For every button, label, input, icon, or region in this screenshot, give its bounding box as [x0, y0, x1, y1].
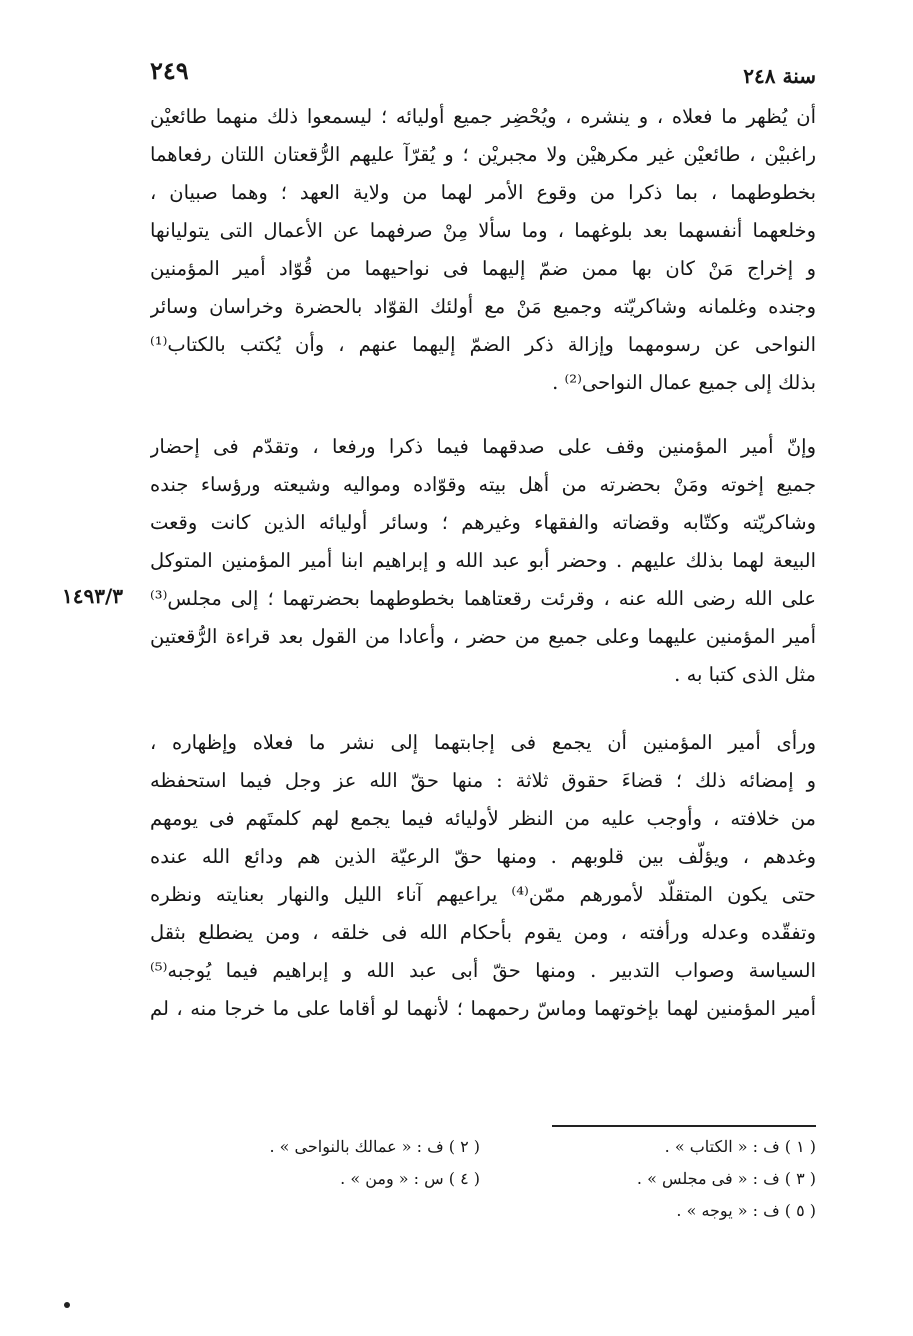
main-text [150, 98, 816, 1028]
text-line: راغبيْن ، طائعيْن غير مكرهيْن ولا مجبريْن ؛ و يُقرّآ عليهم الرُّقعتان اللتان رفعاهما [150, 143, 816, 166]
page-header [150, 56, 816, 96]
text-line: وشاكريّته وكتّابه وقضاته والفقهاء وغيرهم ؛ وسائر أوليائه الذين كانت وقعت [150, 511, 816, 534]
text-line: وغدهم ، ويؤلّف بين قلوبهم . ومنها حقّ الرعيّة الذين هم ودائع الله عنده [150, 845, 816, 868]
text-line: وخلعهما أنفسهما بعد بلوغهما ، وما سألا مِنْ صرفهما عن الأعمال التى يتوليانها [150, 219, 816, 242]
text-line: و إمضائه ذلك ؛ قضاءَ حقوق ثلاثة : منها حقّ الله عز وجل فيما استحفظه [150, 769, 816, 792]
text-line: جميع إخوته ومَنْ بحضرته من أهل بيته وقوّاده ومواليه وشيعته ورؤساء جنده [150, 473, 816, 496]
footnote-4: ( ٤ ) س : « ومن » . [340, 1169, 480, 1188]
paragraph-spacer [150, 402, 816, 428]
margin-reference: ١٤٩٣/٣ [62, 584, 124, 608]
text-line: أمير المؤمنين عليهما وعلى جميع من حضر ، وأعادا من القول بعد قراءة الرُّقعتين [150, 625, 816, 648]
text-line: البيعة لهما بذلك عليهم . وحضر أبو عبد الله و إبراهيم ابنا أمير المؤمنين المتوكل [150, 549, 816, 572]
footnote-2: ( ٢ ) ف : « عمالك بالنواحى » . [269, 1137, 480, 1156]
text-line: أمير المؤمنين لهما بإخوتهما وماسّ رحمهما ؛ لأنهما لو أقاما على ما خرجا منه ، لم [150, 997, 816, 1020]
text-line: وإنّ أمير المؤمنين وقف على صدقهما فيما ذكرا ورفعا ، وتقدّم فى إحضار [150, 435, 816, 458]
text-line: بذلك إلى جميع عمال النواحى⁽²⁾ . [552, 371, 816, 394]
text-line: أن يُظهر ما فعلاه ، و ينشره ، ويُحْضِر جميع أوليائه ؛ ليسمعوا ذلك منهما طائعيْن [150, 105, 816, 128]
text-line: و إخراج مَنْ كان بها ممن ضمّ إليهما فى نواحيهما من قُوّاد أمير المؤمنين [150, 257, 816, 280]
text-line: وجنده وغلمانه وشاكريّته وجميع مَنْ مع أولئك القوّاد بالحضرة وخراسان وسائر [150, 295, 816, 318]
running-head-year: سنة ٢٤٨ [743, 64, 816, 88]
footnote-divider [552, 1125, 816, 1127]
text-line: النواحى عن رسومهما وإزالة ذكر الضمّ إليهما عنهم ، وأن يُكتب بالكتاب⁽¹⁾ [150, 333, 816, 356]
ink-dot [64, 1302, 70, 1308]
footnote-1: ( ١ ) ف : « الكتاب » . [664, 1137, 816, 1156]
paragraph-spacer [150, 694, 816, 724]
paragraph-3 [150, 724, 816, 1028]
text-line: حتى يكون المتقلّد لأمورهم ممّن⁽⁴⁾ يراعيهم آناء الليل والنهار بعنايته ونظره [150, 883, 816, 906]
footnotes [150, 1134, 816, 1234]
text-line: على الله رضى الله عنه ، وقرئت رقعتاهما بخطوطهما بحضرتهما ؛ إلى مجلس⁽³⁾ [150, 587, 816, 610]
text-line: من خلافته ، وأوجب عليه من النظر لأوليائه فيما يجمع لهم كلمتَهم فى يومهم [150, 807, 816, 830]
text-line: ورأى أمير المؤمنين أن يجمع فى إجابتهما إلى نشر ما فعلاه وإظهاره ، [150, 731, 816, 754]
text-line: مثل الذى كتبا به . [674, 663, 816, 686]
text-line: السياسة وصواب التدبير . ومنها حقّ أبى عبد الله و إبراهيم فيما يُوجبه⁽⁵⁾ [150, 959, 816, 982]
page-number: ٢٤٩ [150, 56, 189, 85]
paragraph-2 [150, 428, 816, 694]
text-line: بخطوطهما ، بما ذكرا من وقوع الأمر لهما من ولاية العهد ؛ وهما صبيان ، [150, 181, 816, 204]
footnote-3: ( ٣ ) ف : « فى مجلس » . [636, 1169, 816, 1188]
text-line: وتفقّده وعدله ورأفته ، ومن يقوم بأحكام الله فى خلقه ، ومن يضطلع بثقل [150, 921, 816, 944]
paragraph-1 [150, 98, 816, 402]
footnote-5: ( ٥ ) ف : « يوجه » . [676, 1201, 816, 1220]
